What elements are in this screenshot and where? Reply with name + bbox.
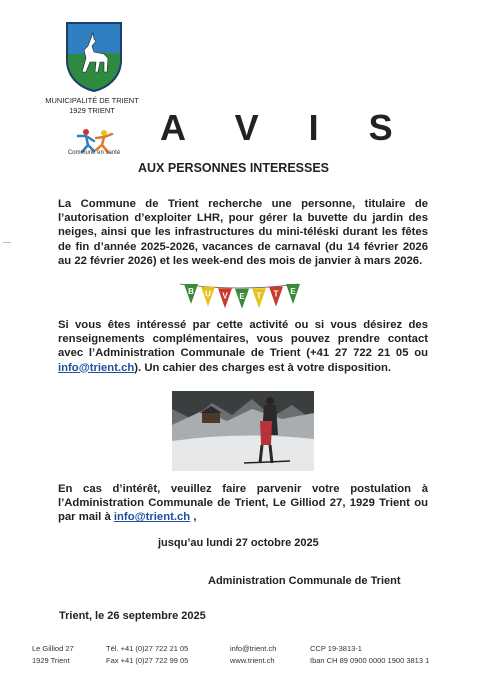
application-tail: , — [190, 511, 197, 524]
chamois-crest-icon — [64, 20, 124, 92]
footer-website[interactable]: www.trient.ch — [230, 656, 275, 665]
footer-address — [32, 643, 74, 667]
footer-web — [230, 643, 276, 667]
application-text: En cas d’intérêt, veuillez faire parvenir votre postulation à l’Administration Communale de Trient, Le Gilliod 27, 1929 Trient ou par mail à — [58, 483, 428, 524]
application-email-link[interactable]: info@trient.ch — [113, 511, 191, 524]
contact-paragraph — [58, 318, 428, 375]
deadline-text: jusqu’au lundi 27 octobre 2025 — [158, 537, 319, 549]
page-subtitle: AUX PERSONNES INTERESSES — [138, 161, 330, 175]
date-line: Trient, le 26 septembre 2025 — [59, 610, 206, 622]
bunting-letter: T — [273, 289, 279, 299]
announcement-paragraph: La Commune de Trient recherche une personne, titulaire de l’autorisation d’exploiter LHR, pour gérer la buvette du jardin des neiges, ainsi que les infrastructures du mini-téléski durant les fêtes de fin d’année 2025-2026, vacances de carnaval (du 14 février 2026 au 22 février 2026) et les week-end des mois de janvier à mars 2026. — [58, 198, 428, 267]
footer-address-line-2: 1929 Trient — [32, 656, 70, 665]
footer-address-line-1: Le Gilliod 27 — [32, 644, 74, 653]
contact-email-link[interactable]: info@trient.ch — [58, 361, 135, 374]
footer-bank — [310, 643, 429, 667]
bunting-letter: T — [256, 291, 262, 301]
buvette-bunting-banner — [178, 280, 300, 310]
bunting-letter: U — [205, 289, 211, 299]
footer-iban: Iban CH 89 0900 0000 1900 3813 1 — [310, 656, 430, 665]
bunting-letter: B — [188, 287, 194, 296]
margin-mark — [3, 242, 11, 243]
page-title: A V I S — [160, 107, 413, 148]
municipality-name: MUNICIPALITÉ DE TRIENT — [45, 96, 139, 105]
municipality-header — [30, 96, 154, 116]
footer-phone — [106, 643, 188, 667]
application-paragraph — [58, 482, 428, 525]
contact-tail: ). Un cahier des charges est à votre disposition. — [134, 361, 392, 374]
commune-en-sante-label: Commune en santé — [67, 150, 121, 156]
signature: Administration Communale de Trient — [208, 575, 401, 587]
footer-ccp: CCP 19-3813-1 — [310, 644, 362, 653]
footer-fax: Fax +41 (0)27 722 99 05 — [106, 656, 189, 665]
footer-tel: Tél. +41 (0)27 722 21 05 — [106, 644, 189, 653]
bunting-letter: V — [222, 291, 228, 301]
ski-photo-icon — [172, 391, 314, 471]
municipality-postcode: 1929 TRIENT — [69, 106, 115, 115]
contact-text: Si vous êtes intéressé par cette activité ou si vous désirez des renseignements complémentaires, vous pouvez prendre contact avec l’Administration Communale de Trient (+41 27 722 21 05 ou — [58, 319, 428, 360]
bunting-letter: E — [290, 287, 296, 296]
bunting-letter: E — [239, 291, 245, 301]
footer-email[interactable]: info@trient.ch — [230, 644, 277, 653]
